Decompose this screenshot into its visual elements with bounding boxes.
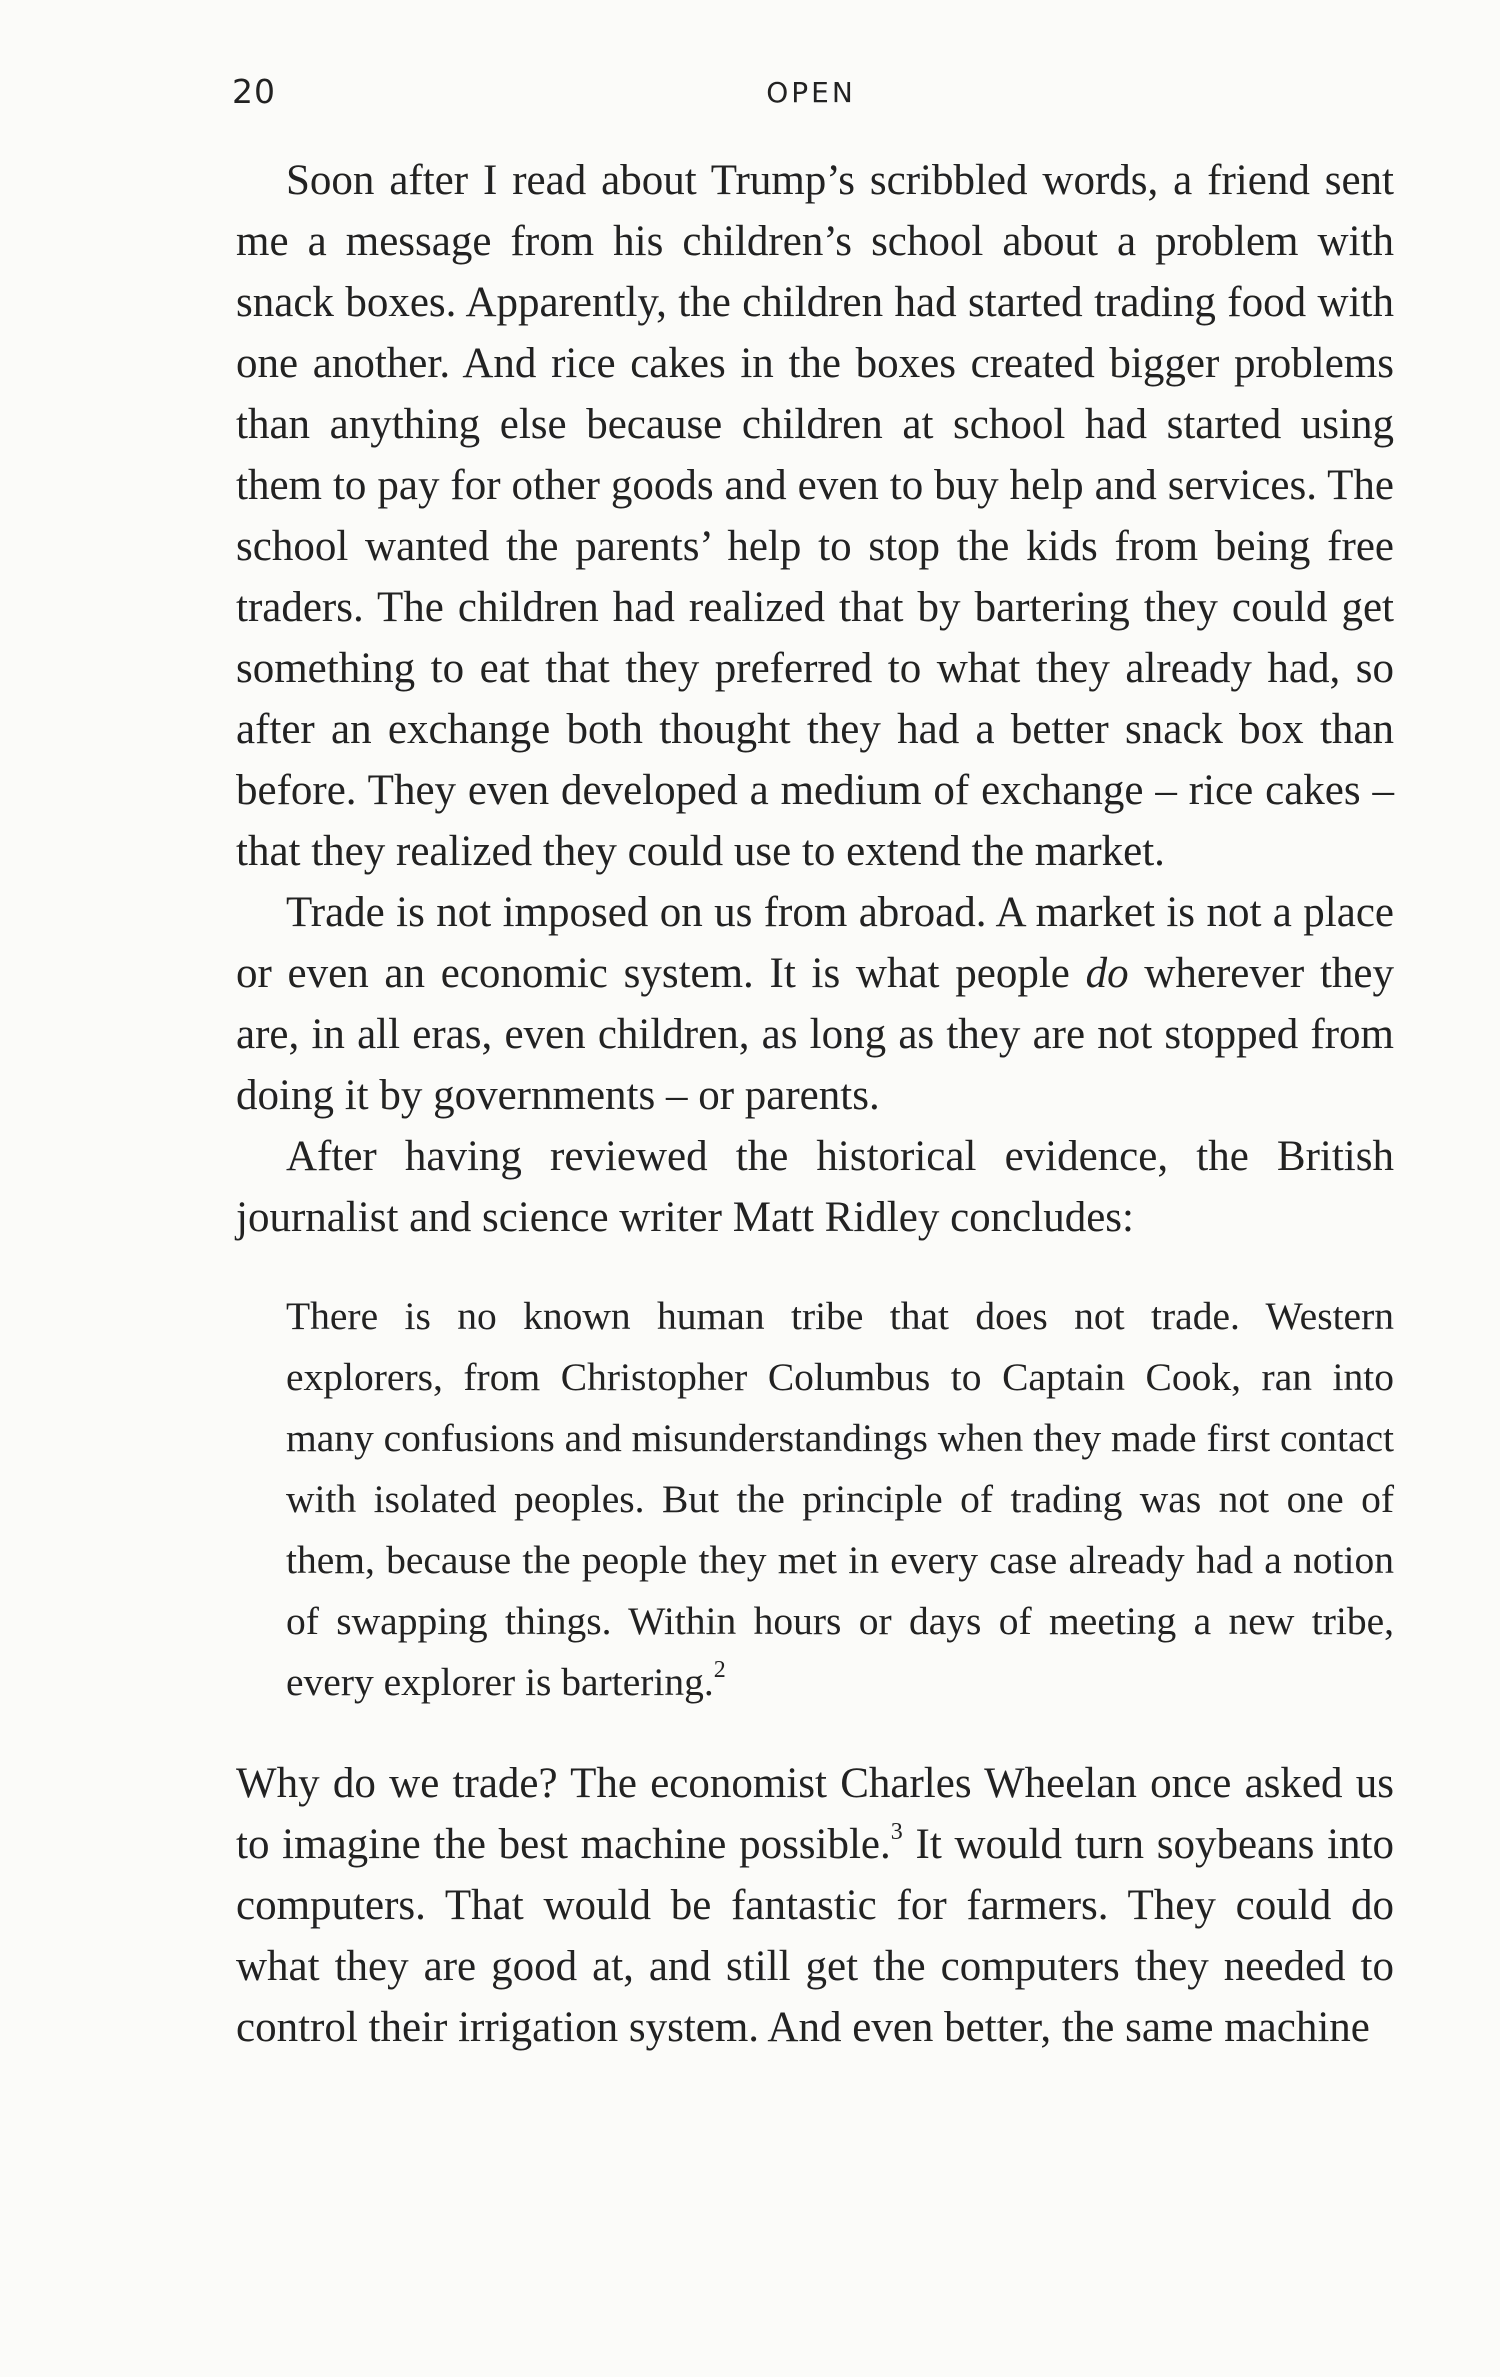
quote-body: There is no known human tribe that does not trade. Western explorers, from Christopher Columbus to Captain Cook, ran into many confusions and misunderstandings when they made first contact with isolated peoples. But the principle of trading was not one of them, because the people they met in every case already had a notion of swapping things. Within hours or days of meeting a new tribe, every explorer is bartering. bbox=[286, 1294, 1394, 1704]
body-text bbox=[236, 150, 1394, 2058]
paragraph-text: wherever they are, in all eras, even children, as long as they are not stopped from doing it by governments – or parents. bbox=[236, 950, 1395, 1119]
running-head: OPEN bbox=[766, 76, 856, 109]
paragraph-ridley-intro: After having reviewed the historical evidence, the British journalist and science writer Matt Ridley concludes: bbox=[236, 1133, 1394, 1241]
block-quote bbox=[286, 1286, 1394, 1713]
paragraph-text: Why do we trade? The economist Charles Wheelan once asked us to imagine the best machine possible. bbox=[236, 1760, 1394, 1868]
footnote-marker-2[interactable]: 2 bbox=[713, 1656, 726, 1683]
paragraph-why-trade bbox=[236, 1753, 1394, 2058]
quote-text bbox=[286, 1286, 1394, 1713]
paragraph-snack-boxes: Soon after I read about Trump’s scribbled words, a friend sent me a message from his children’s school about a problem with snack boxes. Apparently, the children had started trading food with one another. And rice cakes in the boxes created bigger problems than anything else because children at school had started using them to pay for other goods and even to buy help and services. The school wanted the parents’ help to stop the kids from being free traders. The children had realized that by bartering they could get something to eat that they preferred to what they already had, so after an exchange both thought they had a better snack box than before. They even developed a medium of exchange – rice cakes – that they realized they could use to extend the market. bbox=[236, 157, 1394, 875]
footnote-marker-3[interactable]: 3 bbox=[890, 1818, 903, 1845]
paragraph-trade-not-imposed bbox=[236, 882, 1394, 1126]
page-number: 20 bbox=[232, 72, 276, 111]
page-header bbox=[232, 72, 1390, 122]
emphasis-do: do bbox=[1085, 950, 1129, 997]
paragraph-text: Trade is not imposed on us from abroad. A market is not a place or even an economic system. It is what people bbox=[236, 889, 1394, 997]
paragraph-text: It would turn soybeans into computers. That would be fantastic for farmers. They could do what they are good at, and still get the computers they needed to control their irrigation system. And even better, the same machine bbox=[236, 1821, 1394, 2051]
